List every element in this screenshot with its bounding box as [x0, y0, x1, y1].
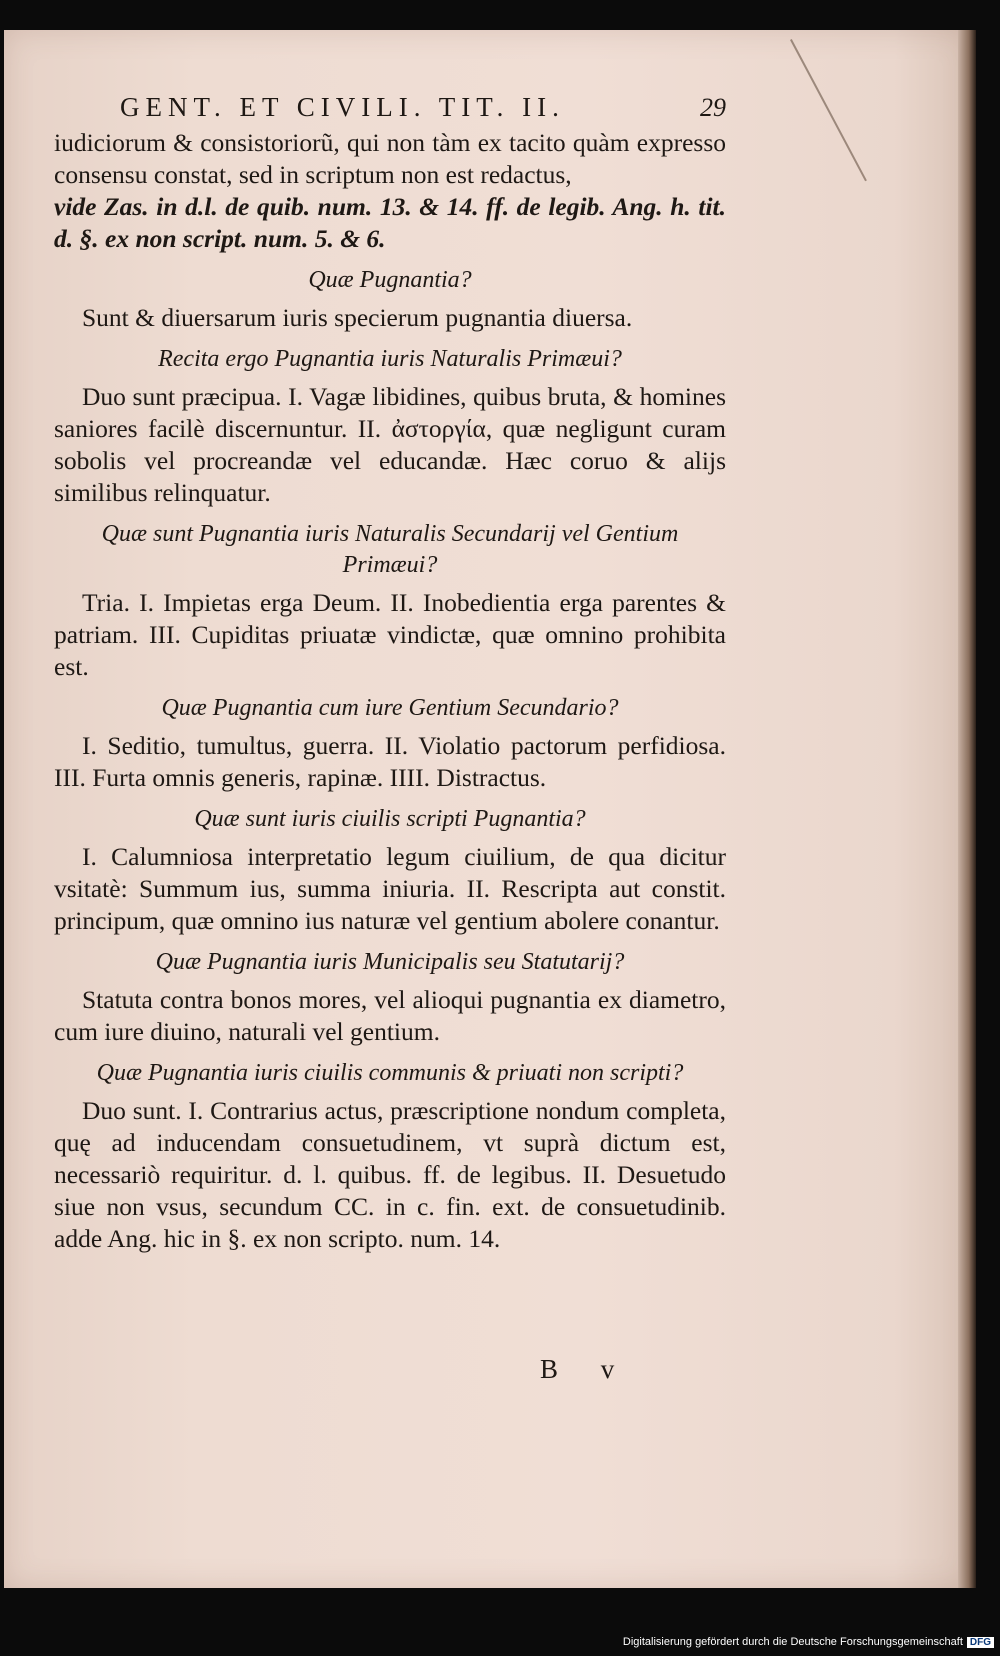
running-header [120, 92, 726, 123]
question-heading: Recita ergo Pugnantia iuris Naturalis Primæui? [158, 346, 622, 372]
page-text-block [54, 92, 726, 1255]
body-paragraph: iudiciorum & consistoriorũ, qui non tàm ex tacito quàm expresso consensu constat, sed in scriptum non est redactus, [54, 128, 726, 189]
body-paragraph: Duo sunt. I. Contrarius actus, præscriptione nondum completa, quę ad inducendam consuetudinem, vt suprà dictum est, necessariò requiritur. d. l. quibus. ff. de legibus. II. Desuetudo siue non vsus, secundum CC. in c. fin. ext. de consuetudinib. adde Ang. hic in §. ex non scripto. num. 14. [54, 1096, 726, 1253]
body-paragraph: Sunt & diuersarum iuris specierum pugnantia diuersa. [82, 303, 633, 332]
body-paragraph: Duo sunt præcipua. I. Vagæ libidines, quibus bruta, & homines saniores facilè discernuntur. II. ἀστοργία, quæ negligunt curam sobolis vel procreandæ vel educandæ. Hæc coruo & alijs similibus relinquatur. [54, 382, 726, 507]
body-paragraph: I. Calumniosa interpretatio legum ciuilium, de qua dicitur vsitatè: Summum ius, summa iniuria. II. Rescripta aut constit. principum, quæ omnino ius naturæ vel gentium abolere conantur. [54, 842, 726, 935]
dfg-logo: DFG [967, 1637, 994, 1648]
body-paragraph: Statuta contra bonos mores, vel alioqui pugnantia ex diametro, cum iure diuino, naturali vel gentium. [54, 985, 726, 1046]
signature-mark: B v [540, 1354, 633, 1384]
footer-credit: Digitalisierung gefördert durch die Deutsche Forschungsgemeinschaft [622, 1636, 963, 1648]
page-number: 29 [700, 93, 726, 122]
question-heading: Quæ Pugnantia? [308, 267, 472, 293]
citation: vide Zas. in d.l. de quib. num. 13. & 14. ff. de legib. Ang. h. tit. d. §. ex non script. num. 5. & 6. [54, 192, 726, 253]
page-edge [958, 30, 976, 1588]
body-text [54, 127, 726, 1255]
question-heading: Quæ sunt Pugnantia iuris Naturalis Secundarij vel Gentium Primæui? [101, 521, 679, 578]
body-paragraph: Tria. I. Impietas erga Deum. II. Inobedientia erga parentes & patriam. III. Cupiditas priuatæ vindictæ, quæ omnino prohibita est. [54, 588, 726, 681]
question-heading: Quæ sunt iuris ciuilis scripti Pugnantia? [194, 806, 586, 832]
body-paragraph: I. Seditio, tumultus, guerra. II. Violatio pactorum perfidiosa. III. Furta omnis generis, rapinæ. IIII. Distractus. [54, 731, 726, 792]
running-title: GENT. ET CIVILI. TIT. II. [120, 92, 565, 122]
question-heading: Quæ Pugnantia cum iure Gentium Secundario? [161, 695, 619, 721]
question-heading: Quæ Pugnantia iuris Municipalis seu Statutarij? [155, 949, 625, 975]
digitization-footer [623, 1636, 994, 1648]
question-heading: Quæ Pugnantia iuris ciuilis communis & priuati non scripti? [96, 1060, 684, 1086]
